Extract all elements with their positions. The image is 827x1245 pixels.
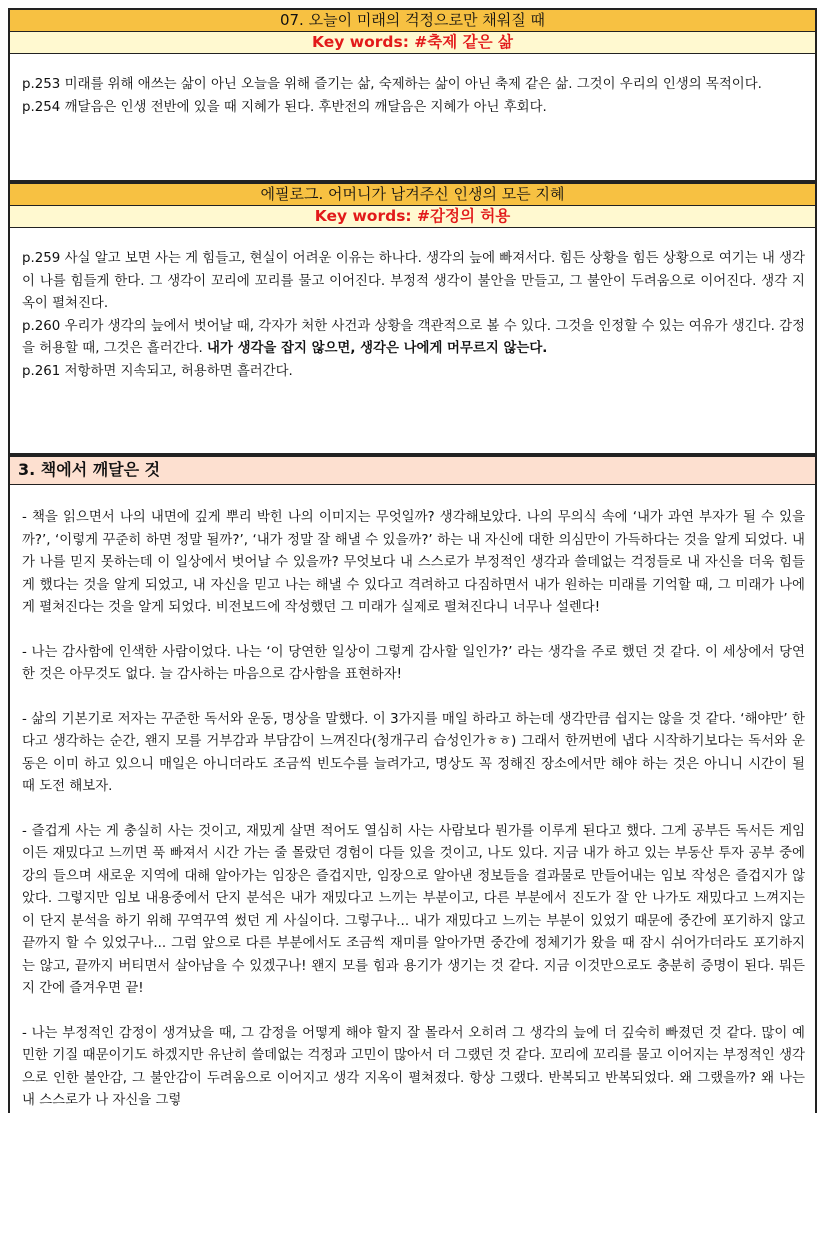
- essay-paragraph: - 삶의 기본기로 저자는 꾸준한 독서와 운동, 명상을 말했다. 이 3가지를 매일 하라고 하는데 생각만큼 쉽지는 않을 것 같다. ‘해야만’ 한다고 생각하는 순간, 왠지 모를 거부감과 부담감이 느껴진다(청개구리 습성인가ㅎㅎ) 그래서 한꺼번에 냅다 시작하기보다는 독서와 운동은 이미 하고 있으니 매일은 아니더라도 조금씩 빈도수를 늘려가고, 명상도 꼭 정해진 장소에서만 해야 하는 것은 아니니 시간이 될 때 도전 해보자.: [22, 711, 805, 794]
- page: [8, 8, 817, 1113]
- essay-paragraph: - 나는 감사함에 인색한 사람이었다. 나는 ‘이 당연한 일상이 그렇게 감사할 일인가?’ 라는 생각을 주로 했던 것 같다. 이 세상에서 당연한 것은 아무것도 없다. 늘 감사하는 마음으로 감사함을 표현하자!: [22, 644, 805, 682]
- quote-p260-text: p.260 우리가 생각의 늪에서 벗어날 때, 각자가 처한 사건과 상황을 객관적으로 볼 수 있다. 그것을 인정할 수 있는 여유가 생긴다. 감정을 허용할 때, 그것은 흘러간다.: [22, 318, 805, 356]
- section3-essay: [10, 485, 815, 1113]
- section3-heading: 3. 책에서 깨달은 것: [10, 457, 815, 485]
- essay-paragraph: - 즐겁게 사는 게 충실히 사는 것이고, 재밌게 살면 적어도 열심히 사는 사람보다 뭔가를 이루게 된다고 했다. 그게 공부든 독서든 게임이든 재밌다고 느끼면 푹 빠져서 시간 가는 줄 몰랐던 경험이 다들 있을 것이고, 나도 있다. 지금 내가 하고 있는 부동산 투자 공부 중에 강의 들으며 새로운 지역에 대해 알아가는 임장은 즐겁지만, 임장으로 알아낸 정보들을 결과물로 만들어내는 임보 작성은 즐겁지가 않았다. 그렇지만 임보 내용중에서 단지 분석은 내가 재밌다고 느끼는 부분이고, 다른 부분에서 진도가 잘 안 나가도 재밌다고 느껴지는 이 단지 분석을 하기 위해 꾸역꾸역 썼던 게 사실이다. 그렇구나... 내가 재밌다고 느끼는 부분이 있었기 때문에 중간에 포기하지 않고 끝까지 할 수 있었구나... 그럼 앞으로 다른 부분에서도 조금씩 재미를 알아가면 중간에 정체기가 왔을 때 잠시 쉬어가더라도 포기하지는 않고, 끝까지 버티면서 살아남을 수 있겠구나! 왠지 모를 힘과 용기가 생기는 것 같다. 지금 이것만으로도 충분히 증명이 된다. 뭐든지 간에 즐겨우면 끝!: [22, 823, 805, 996]
- epilogue-block: [8, 182, 817, 455]
- quote-p254: p.254 깨달음은 인생 전반에 있을 때 지혜가 된다. 후반전의 깨달음은 지혜가 아닌 후회다.: [22, 99, 547, 115]
- essay-paragraph: - 책을 읽으면서 나의 내면에 깊게 뿌리 박힌 나의 이미지는 무엇일까? 생각해보았다. 나의 무의식 속에 ‘내가 과연 부자가 될 수 있을까?’, ‘이렇게 꾸준히 하면 정말 될까?’, ‘내가 정말 잘 해낼 수 있을까?’ 하는 내 자신에 대한 의심만이 가득하다는 것을 알게 되었다. 내가 나를 믿지 못하는데 이 일상에서 벗어날 수 있을까? 무엇보다 내 스스로가 부정적인 생각과 쓸데없는 걱정들로 내 자신을 더욱 힘들게 했다는 것을 알게 되었고, 내 자신을 믿고 나는 해낼 수 있다고 격려하고 다짐하면서 내가 원하는 미래를 기억할 때, 그 미래가 나에게 펼쳐진다는 것을 알게 되었다. 비전보드에 작성했던 그 미래가 실제로 펼쳐진다니 너무나 설렌다!: [22, 510, 805, 615]
- epilogue-title: 에필로그. 어머니가 남겨주신 인생의 모든 지혜: [10, 184, 815, 206]
- quote-p259: p.259 사실 알고 보면 사는 게 힘들고, 현실이 어려운 이유는 하나다. 생각의 늪에 빠져서다. 힘든 상황을 힘든 상황으로 여기는 내 생각이 나를 힘들게 한다. 그 생각이 꼬리에 꼬리를 물고 이어진다. 부정적 생각이 불안을 만들고, 그 불안이 두려움으로 이어진다. 생각 지옥이 펼쳐진다.: [22, 251, 805, 311]
- quote-p260: [22, 316, 805, 361]
- essay-paragraph: - 나는 부정적인 감정이 생겨났을 때, 그 감정을 어떻게 해야 할지 잘 몰라서 오히려 그 생각의 늪에 더 깊숙히 빠졌던 것 같다. 많이 예민한 기질 때문이기도 하겠지만 유난히 쓸데없는 걱정과 고민이 많아서 더 그랬던 것 같다. 꼬리에 꼬리를 물고 이어지는 부정적인 생각으로 인한 불안감, 그 불안감이 두려움으로 이어지고 생각 지옥이 펼쳐졌다. 항상 그랬다. 반복되고 반복되었다. 왜 그랬을까? 왜 나는 내 스스로가 나 자신을 그렇: [22, 1025, 805, 1108]
- epilogue-content: [10, 228, 815, 455]
- epilogue-keywords: Key words: #감정의 허용: [10, 206, 815, 228]
- chapter7-keywords: Key words: #축제 같은 삶: [10, 32, 815, 54]
- chapter7-title: 07. 오늘이 미래의 걱정으로만 채워질 때: [10, 10, 815, 32]
- chapter7-content: [10, 54, 815, 182]
- quote-p261: p.261 저항하면 지속되고, 허용하면 흘러간다.: [22, 363, 293, 379]
- section3-block: [8, 455, 817, 1113]
- chapter7-block: [8, 8, 817, 182]
- quote-p253: p.253 미래를 위해 애쓰는 삶이 아닌 오늘을 위해 즐기는 삶, 숙제하는 삶이 아닌 축제 같은 삶. 그것이 우리의 인생의 목적이다.: [22, 77, 762, 92]
- quote-p260-emphasis: 내가 생각을 잡지 않으면, 생각은 나에게 머무르지 않는다.: [207, 341, 548, 356]
